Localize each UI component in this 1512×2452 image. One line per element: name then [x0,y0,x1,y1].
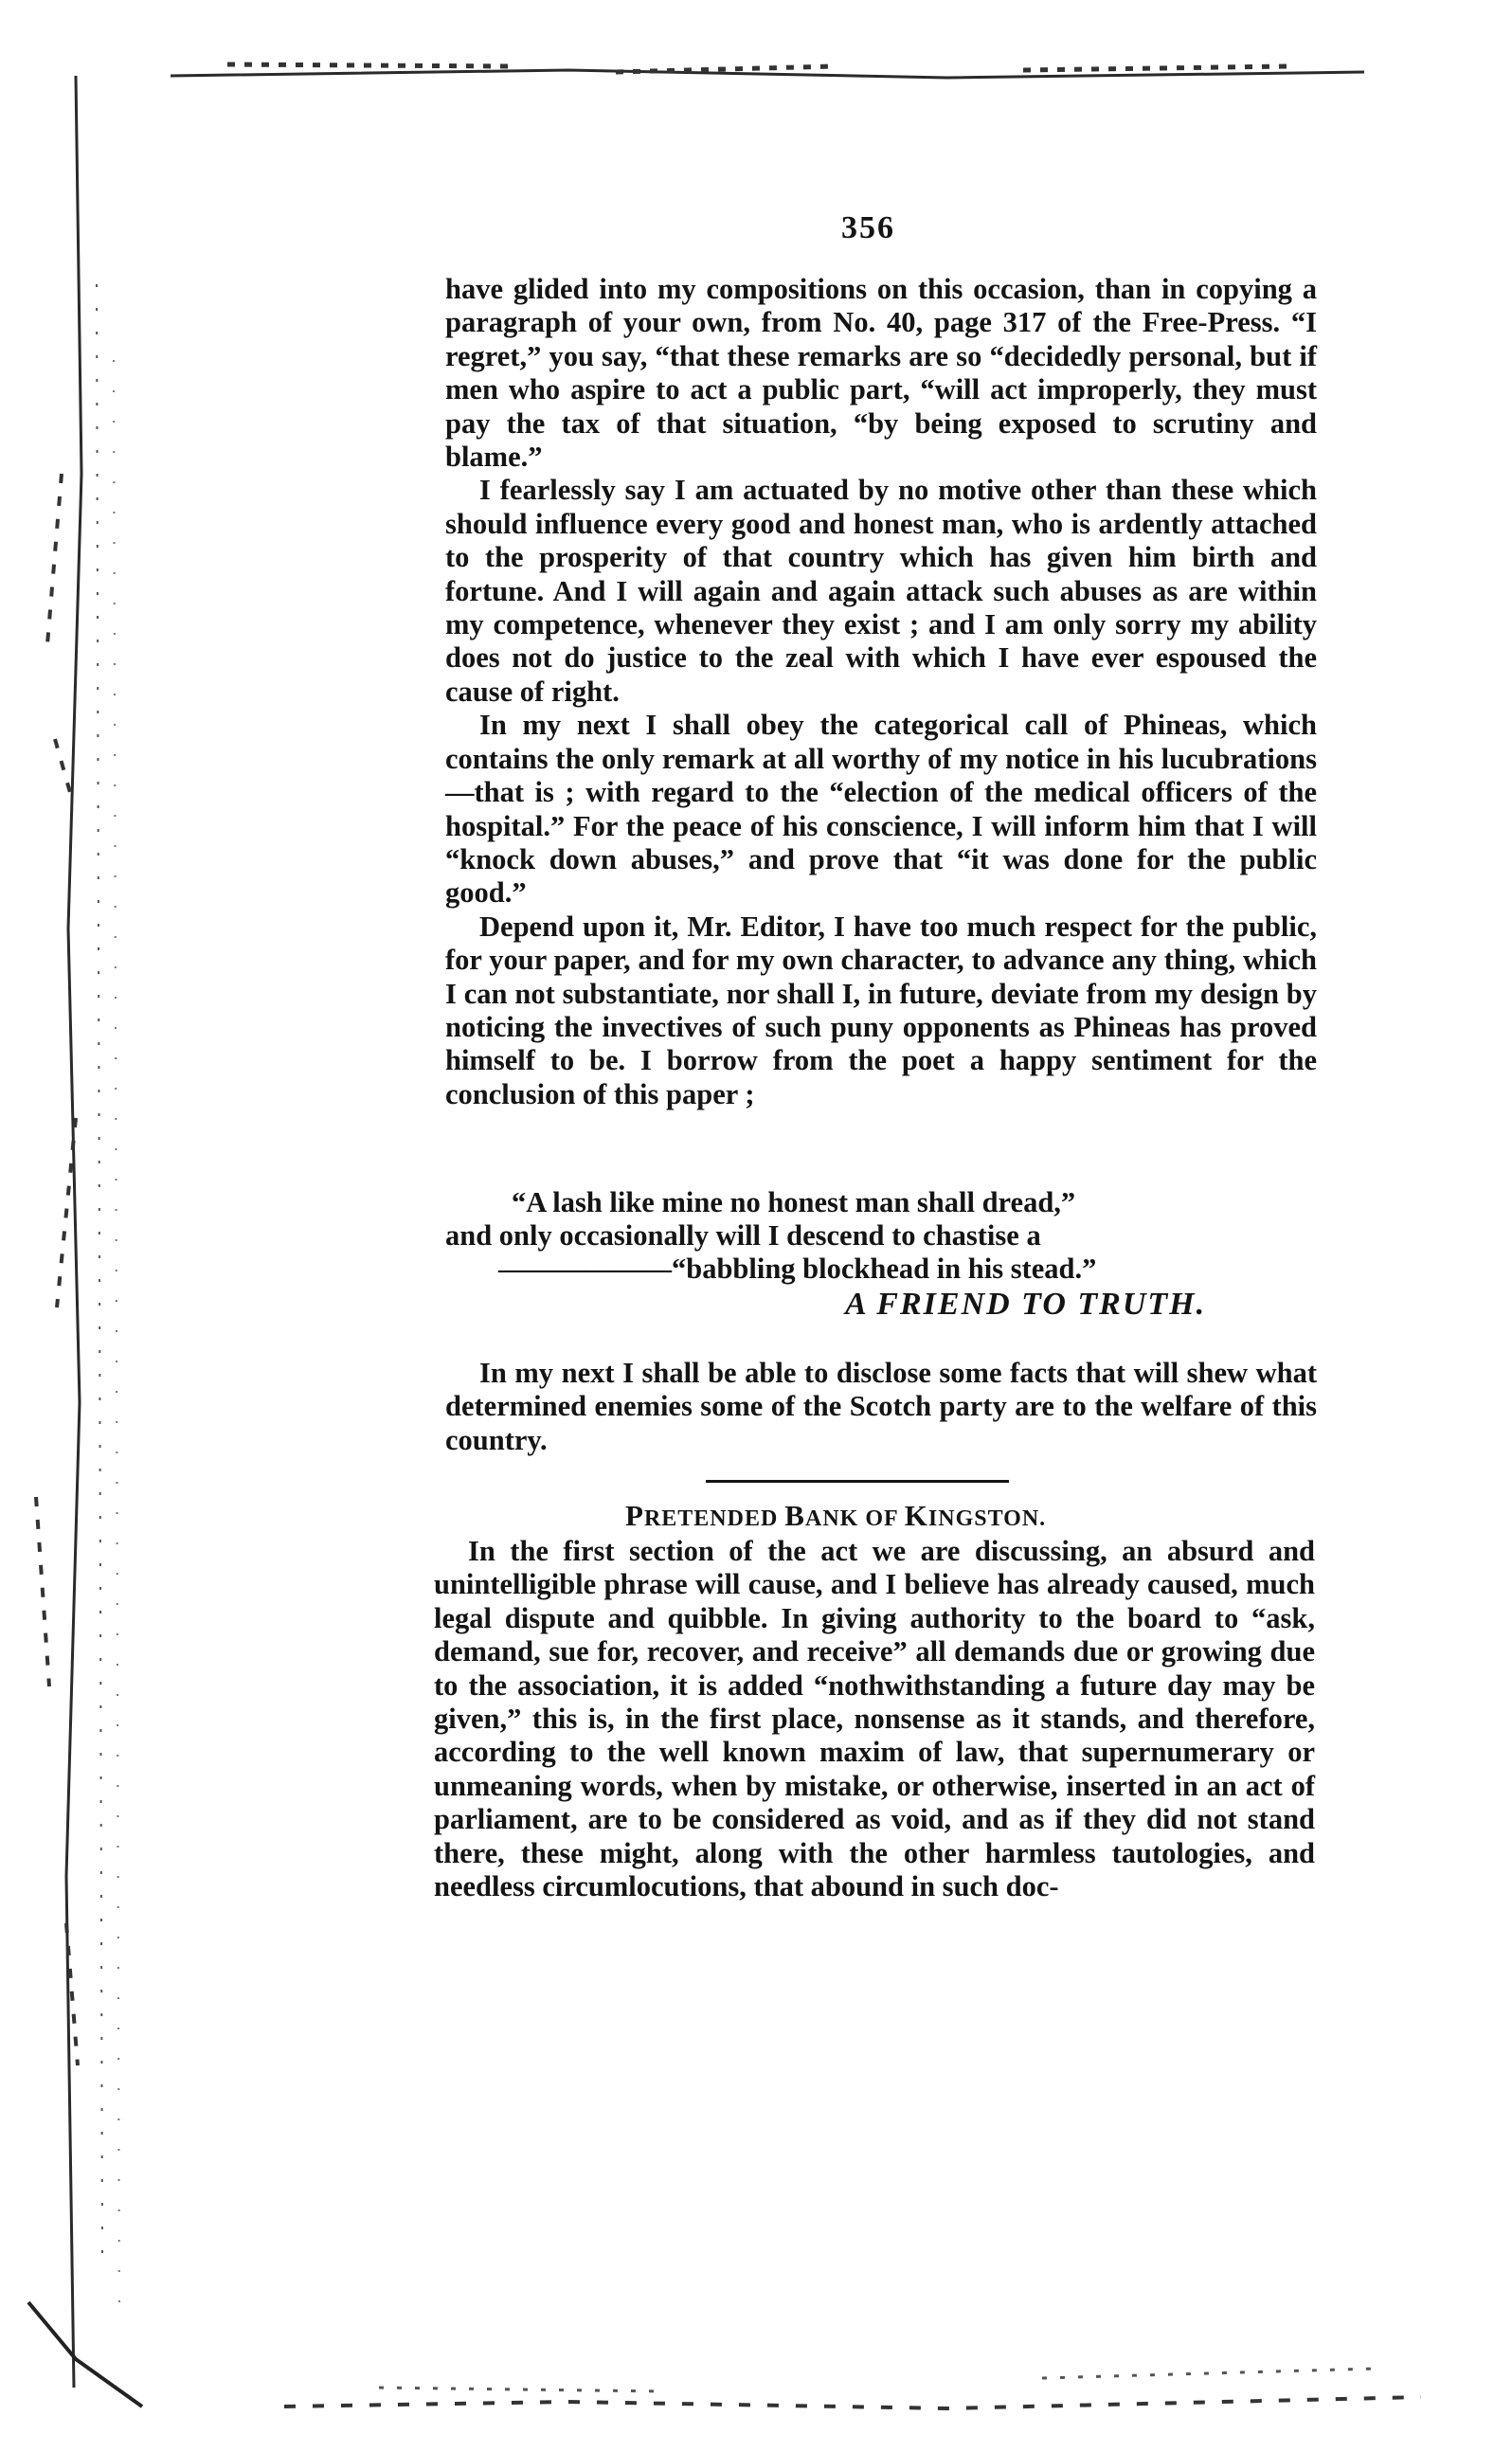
verse-quotation [445,1186,1317,1286]
page-number: 356 [841,210,895,245]
paragraph-2: I fearlessly say I am actuated by no motive other than these which should influence every good and honest man, who is ardently attached to the prosperity of that country which has given him birth and fortune. And I will again and again attack such abuses as are within my competence, whenever they exist ; and I am only sorry my ability does not do justice to the zeal with which I have ever espoused the cause of right. [445,474,1317,708]
signature: A FRIEND TO TRUTH. [845,1287,1207,1322]
postscript: In my next I shall be able to disclose some facts that will shew what determined enemies some of the Scotch party are to the welfare of this country. [445,1357,1317,1456]
paragraph-3: In my next I shall obey the categorical call of Phineas, which contains the only remark at all worthy of my notice in his lucubrations—that is ; with regard to the “election of the medical officers of the hospital.” For the peace of his conscience, I will inform him that I will “knock down abuses,” and prove that “it was done for the public good.” [445,709,1317,910]
scan-edge-marks-bottom [284,2350,1421,2435]
verse-line-1: “A lash like mine no honest man shall dread,” [512,1186,1076,1218]
section-heading: PRETENDED BANK OF KINGSTON. [625,1499,1047,1532]
paragraph-1: have glided into my compositions on this occasion, than in copying a paragraph of your own, from No. 40, page 317 of the Free-Press. “I regret,” you say, “that these remarks are so “decidedly personal, but if men who aspire to act a public part, “will act improperly, they must pay the tax of that situation, “by being exposed to scrutiny and blame.” [445,273,1317,474]
scan-edge-marks-top [171,38,1364,95]
scan-edge-marks-left [19,76,161,2425]
letter-body [445,273,1317,1111]
section-body: In the first section of the act we are discussing, an absurd and unintelligible phrase will cause, and I believe has already caused, much legal dispute and quibble. In giving authority to the board to “ask, demand, sue for, recover, and receive” all demands due or growing due to the association, it is added “nothwithstanding a future day may be given,” this is, in the first place, nonsense as it stands, and therefore, according to the well known maxim of law, that supernumerary or unmeaning words, when by mistake, or otherwise, inserted in an act of parliament, are to be considered as void, and as if they did not stand there, these might, along with the other harmless tautologies, and needless circumlocutions, that abound in such doc- [434,1535,1315,1903]
verse-line-3: ——————“babbling blockhead in his stead.” [498,1253,1097,1285]
verse-line-2: and only occasionally will I descend to chastise a [445,1219,1041,1252]
paragraph-4: Depend upon it, Mr. Editor, I have too much respect for the public, for your paper, and for my own character, to advance any thing, which I can not substantiate, nor shall I, in future, deviate from my design by noticing the invectives of such puny opponents as Phineas has proved himself to be. I borrow from the poet a happy sentiment for the conclusion of this paper ; [445,910,1317,1110]
section-divider [706,1480,1009,1483]
